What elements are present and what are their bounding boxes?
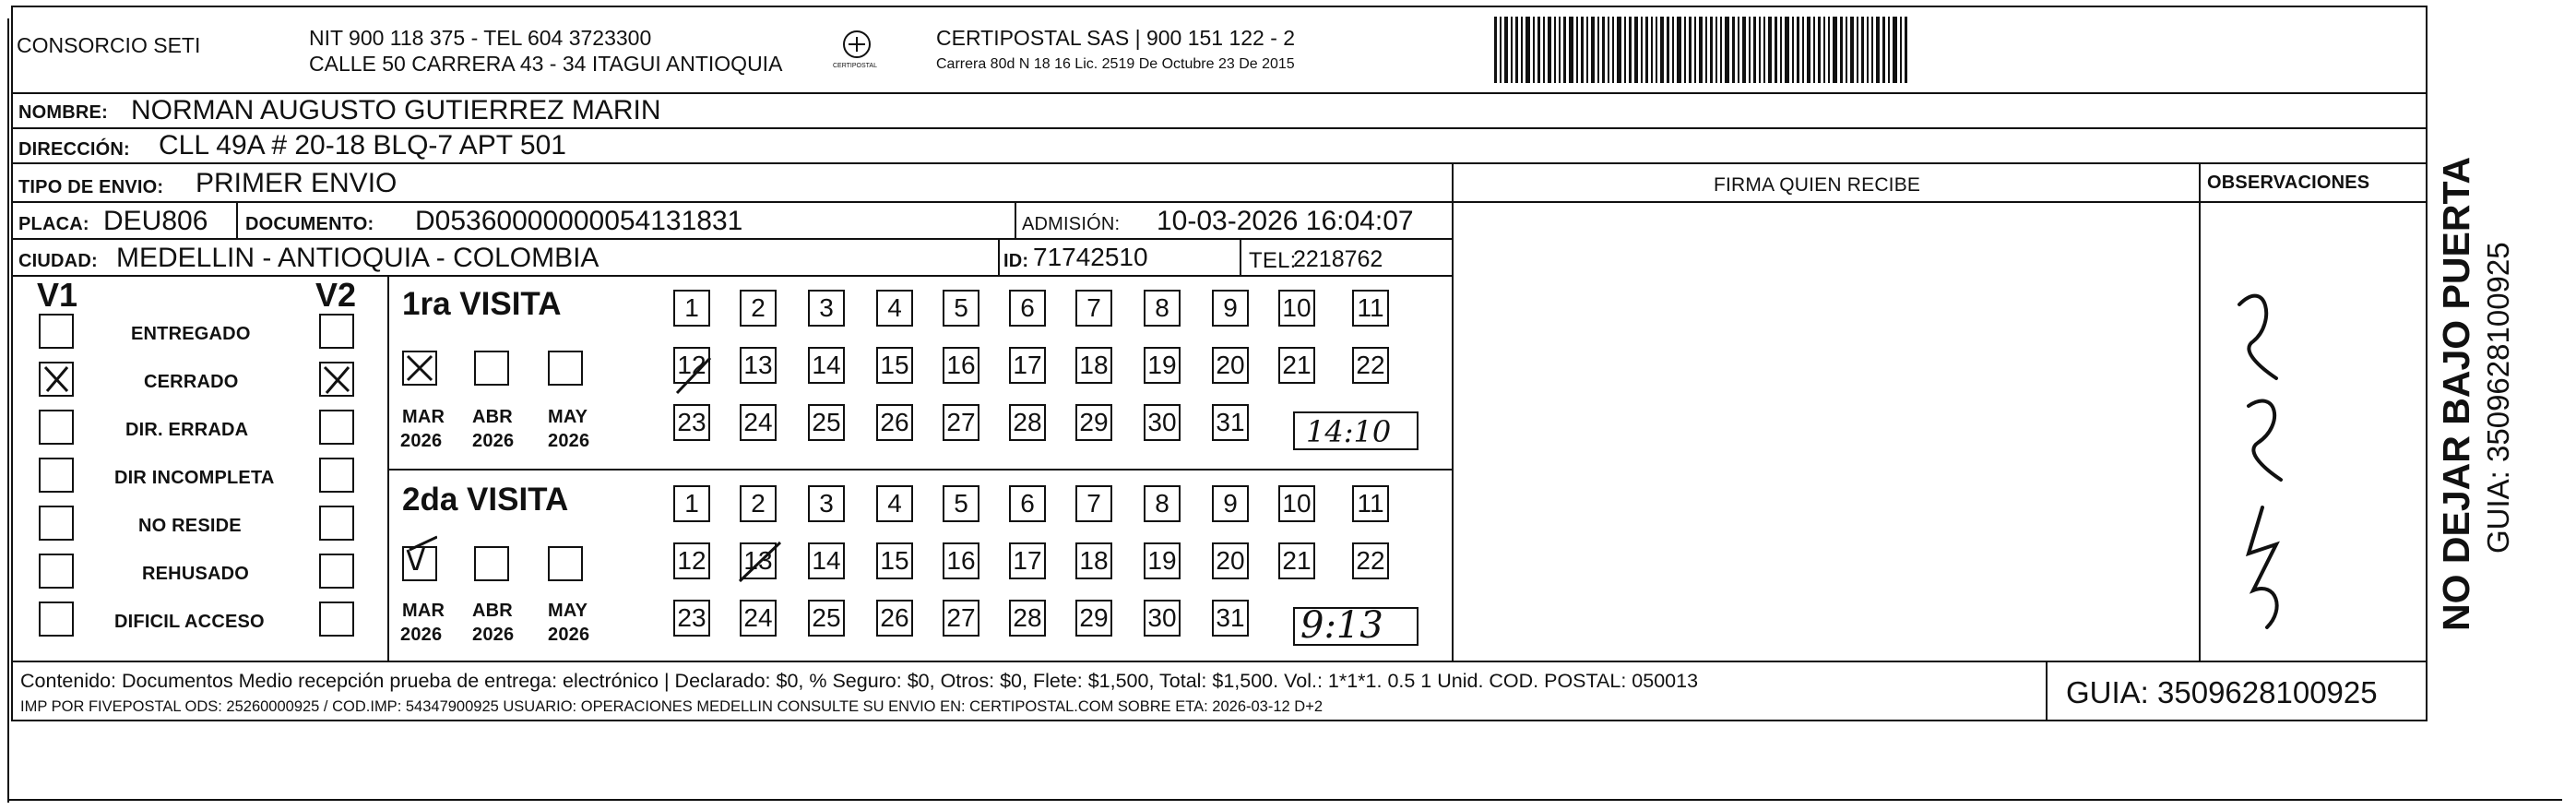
header-divider — [11, 92, 2428, 94]
id-label: ID: — [1003, 251, 1029, 271]
v2-checkbox[interactable] — [319, 602, 354, 637]
row-divider — [11, 162, 2428, 164]
firma-header: FIRMA QUIEN RECIBE — [1714, 174, 1921, 196]
second-visit-time: 9:13 — [1300, 604, 1383, 647]
second-day-box[interactable]: 24 — [740, 600, 777, 637]
second-day-box[interactable]: 8 — [1144, 485, 1181, 522]
placa-value: DEU806 — [103, 206, 208, 236]
second-day-box[interactable]: 19 — [1144, 542, 1181, 579]
first-day-box[interactable]: 5 — [943, 290, 979, 327]
status-item: NO RESIDE — [138, 516, 242, 536]
second-day-box[interactable]: 29 — [1075, 600, 1112, 637]
second-day-box[interactable]: 12 — [673, 542, 710, 579]
admision-divider — [1015, 201, 1016, 238]
second-day-box[interactable]: 3 — [808, 485, 845, 522]
second-month-checkbox[interactable] — [474, 546, 509, 581]
observaciones-column-left — [2199, 162, 2201, 661]
second-day-box[interactable]: 21 — [1278, 542, 1315, 579]
v1-checkbox[interactable] — [39, 458, 74, 493]
name-value: NORMAN AUGUSTO GUTIERREZ MARIN — [131, 95, 661, 125]
second-day-box[interactable]: 6 — [1009, 485, 1046, 522]
v2-checkbox[interactable] — [319, 410, 354, 445]
placa-divider — [236, 201, 238, 238]
barcode — [1494, 17, 1910, 83]
first-day-box[interactable]: 12 — [673, 347, 710, 384]
observaciones-header: OBSERVACIONES — [2207, 173, 2370, 193]
first-day-box[interactable]: 21 — [1278, 347, 1315, 384]
first-day-mark — [673, 356, 714, 397]
first-day-box[interactable]: 8 — [1144, 290, 1181, 327]
second-day-box[interactable]: 17 — [1009, 542, 1046, 579]
first-day-box[interactable]: 24 — [740, 404, 777, 441]
v1-label: V1 — [37, 276, 78, 314]
address-label: DIRECCIÓN: — [18, 139, 130, 160]
first-month-checkbox[interactable] — [474, 351, 509, 386]
second-day-box[interactable]: 7 — [1075, 485, 1112, 522]
second-day-box[interactable]: 23 — [673, 600, 710, 637]
month-label: MAY — [548, 407, 588, 427]
tel-label: TEL: — [1249, 248, 1297, 273]
second-day-box[interactable]: 15 — [876, 542, 913, 579]
admision-label: ADMISIÓN: — [1022, 214, 1121, 234]
first-day-box[interactable]: 6 — [1009, 290, 1046, 327]
status-item: DIR INCOMPLETA — [114, 468, 275, 488]
month-label: MAR — [402, 407, 445, 427]
first-visit-time-box — [1293, 411, 1419, 450]
second-day-box[interactable]: 26 — [876, 600, 913, 637]
name-label: NOMBRE: — [18, 102, 108, 123]
v1-checkbox[interactable] — [39, 602, 74, 637]
v1-checkbox[interactable] — [39, 314, 74, 349]
row-divider — [11, 238, 1452, 240]
second-day-box[interactable]: 22 — [1352, 542, 1389, 579]
first-day-box[interactable]: 14 — [808, 347, 845, 384]
visit-left-border — [387, 275, 389, 661]
tipo-value: PRIMER ENVIO — [196, 168, 398, 198]
second-day-box[interactable]: 25 — [808, 600, 845, 637]
second-visit-time-box — [1293, 604, 1419, 647]
second-day-box[interactable]: 30 — [1144, 600, 1181, 637]
tipo-label: TIPO DE ENVIO: — [18, 177, 164, 197]
v1-checkbox[interactable] — [39, 410, 74, 445]
second-day-box[interactable]: 20 — [1212, 542, 1249, 579]
first-day-box[interactable]: 20 — [1212, 347, 1249, 384]
ciudad-label: CIUDAD: — [18, 251, 98, 271]
second-day-box[interactable]: 14 — [808, 542, 845, 579]
second-day-box[interactable]: 5 — [943, 485, 979, 522]
first-day-box[interactable]: 11 — [1352, 290, 1389, 327]
first-day-box[interactable]: 27 — [943, 404, 979, 441]
first-day-box[interactable]: 25 — [808, 404, 845, 441]
year-label: 2026 — [400, 431, 443, 451]
recipient-signature — [2212, 249, 2313, 646]
visit-divider — [387, 469, 1452, 471]
first-day-box[interactable]: 31 — [1212, 404, 1249, 441]
guia-number: GUIA: 3509628100925 — [2066, 675, 2378, 709]
guia-box — [2046, 661, 2428, 721]
first-day-box[interactable]: 26 — [876, 404, 913, 441]
v1-checkbox[interactable] — [39, 554, 74, 589]
second-day-box[interactable]: 9 — [1212, 485, 1249, 522]
row-divider — [11, 201, 2428, 203]
year-label: 2026 — [400, 625, 443, 645]
second-day-box[interactable]: 10 — [1278, 485, 1315, 522]
second-day-box[interactable]: 28 — [1009, 600, 1046, 637]
second-day-mark — [736, 541, 782, 587]
v1-checkbox[interactable] — [39, 506, 74, 541]
contenido-line: Contenido: Documentos Medio recepción prueba de entrega: electrónico | Declarado: $0, % Seguro: $0, Otros: $0, Flete: $1,500, Total: $1,500. Vol.: 1*1*1. 0.5 1 Unid. COD. POSTAL: 050013 — [20, 670, 1699, 692]
month-label: MAY — [548, 601, 588, 621]
id-value: 71742510 — [1033, 243, 1148, 271]
first-day-box[interactable]: 13 — [740, 347, 777, 384]
bottom-edge — [7, 799, 2562, 801]
second-day-box[interactable]: 4 — [876, 485, 913, 522]
address-value: CLL 49A # 20-18 BLQ-7 APT 501 — [159, 130, 566, 161]
first-day-box[interactable]: 15 — [876, 347, 913, 384]
id-divider — [998, 238, 1000, 275]
first-day-box[interactable]: 10 — [1278, 290, 1315, 327]
month-label: ABR — [472, 601, 513, 621]
ciudad-value: MEDELLIN - ANTIOQUIA - COLOMBIA — [116, 243, 599, 273]
second-day-box[interactable]: 11 — [1352, 485, 1389, 522]
first-day-box[interactable]: 16 — [943, 347, 979, 384]
v2-checkbox[interactable] — [319, 506, 354, 541]
admision-value: 10-03-2026 16:04:07 — [1157, 206, 1414, 236]
first-day-box[interactable]: 3 — [808, 290, 845, 327]
row-divider — [11, 275, 1452, 277]
v2-checkbox[interactable] — [319, 314, 354, 349]
year-label: 2026 — [472, 625, 515, 645]
second-month-checkbox[interactable] — [402, 546, 437, 581]
first-day-box[interactable]: 23 — [673, 404, 710, 441]
status-item: REHUSADO — [142, 564, 250, 584]
documento-label: DOCUMENTO: — [245, 214, 374, 234]
second-day-box[interactable]: 1 — [673, 485, 710, 522]
second-month-checkbox[interactable] — [548, 546, 583, 581]
address-line: CALLE 50 CARRERA 43 - 34 ITAGUI ANTIOQUIA — [309, 52, 783, 76]
v2-checkbox[interactable] — [319, 554, 354, 589]
v2-checkbox[interactable] — [319, 458, 354, 493]
second-visit-title: 2da VISITA — [402, 482, 569, 518]
year-label: 2026 — [548, 625, 590, 645]
carrier-line: CERTIPOSTAL SAS | 900 151 122 - 2 — [936, 26, 1296, 50]
side-warning: NO DEJAR BAJO PUERTA — [2435, 156, 2477, 631]
year-label: 2026 — [548, 431, 590, 451]
row-divider — [11, 127, 2428, 129]
first-month-checkbox[interactable] — [402, 351, 437, 386]
v1-checkbox[interactable] — [39, 362, 74, 397]
month-label: MAR — [402, 601, 445, 621]
month-label: ABR — [472, 407, 513, 427]
first-month-checkbox[interactable] — [548, 351, 583, 386]
license-line: Carrera 80d N 18 16 Lic. 2519 De Octubre 23 De 2015 — [936, 56, 1295, 72]
second-day-box[interactable]: 2 — [740, 485, 777, 522]
first-day-box[interactable]: 28 — [1009, 404, 1046, 441]
first-day-box[interactable]: 30 — [1144, 404, 1181, 441]
second-day-box[interactable]: 18 — [1075, 542, 1112, 579]
year-label: 2026 — [472, 431, 515, 451]
first-day-box[interactable]: 2 — [740, 290, 777, 327]
tel-value: 2218762 — [1293, 246, 1383, 272]
first-day-box[interactable]: 22 — [1352, 347, 1389, 384]
v2-label: V2 — [315, 276, 357, 314]
v2-checkbox[interactable] — [319, 362, 354, 397]
second-day-box[interactable]: 31 — [1212, 600, 1249, 637]
documento-value: D05360000000054131831 — [415, 206, 743, 236]
left-edge — [7, 18, 9, 803]
tel-divider — [1240, 238, 1241, 275]
placa-label: PLACA: — [18, 214, 89, 234]
first-day-box[interactable]: 18 — [1075, 347, 1112, 384]
first-visit-time: 14:10 — [1306, 414, 1392, 449]
side-guia: GUIA: 3509628100925 — [2481, 242, 2515, 554]
imp-line: IMP POR FIVEPOSTAL ODS: 25260000925 / COD.IMP: 54347900925 USUARIO: OPERACIONES MEDELLIN CONSULTE SU ENVIO EN: CERTIPOSTAL.COM SOBRE ETA: 2026-03-12 D+2 — [20, 698, 1324, 715]
first-day-box[interactable]: 17 — [1009, 347, 1046, 384]
second-day-box[interactable]: 16 — [943, 542, 979, 579]
first-day-box[interactable]: 1 — [673, 290, 710, 327]
status-item: ENTREGADO — [131, 324, 251, 344]
status-item: CERRADO — [144, 372, 239, 392]
signature-column-left — [1452, 162, 1454, 661]
status-item: DIR. ERRADA — [125, 420, 249, 440]
first-day-box[interactable]: 29 — [1075, 404, 1112, 441]
first-day-box[interactable]: 9 — [1212, 290, 1249, 327]
status-item: DIFICIL ACCESO — [114, 612, 265, 632]
second-day-box[interactable]: 27 — [943, 600, 979, 637]
second-day-box[interactable]: 13 — [740, 542, 777, 579]
certipostal-logo — [830, 26, 884, 77]
nit-line: NIT 900 118 375 - TEL 604 3723300 — [309, 26, 652, 50]
logo-caption: CERTIPOSTAL — [833, 63, 877, 69]
first-day-box[interactable]: 4 — [876, 290, 913, 327]
first-day-box[interactable]: 7 — [1075, 290, 1112, 327]
company-name: CONSORCIO SETI — [17, 33, 201, 57]
first-day-box[interactable]: 19 — [1144, 347, 1181, 384]
first-visit-title: 1ra VISITA — [402, 286, 562, 322]
